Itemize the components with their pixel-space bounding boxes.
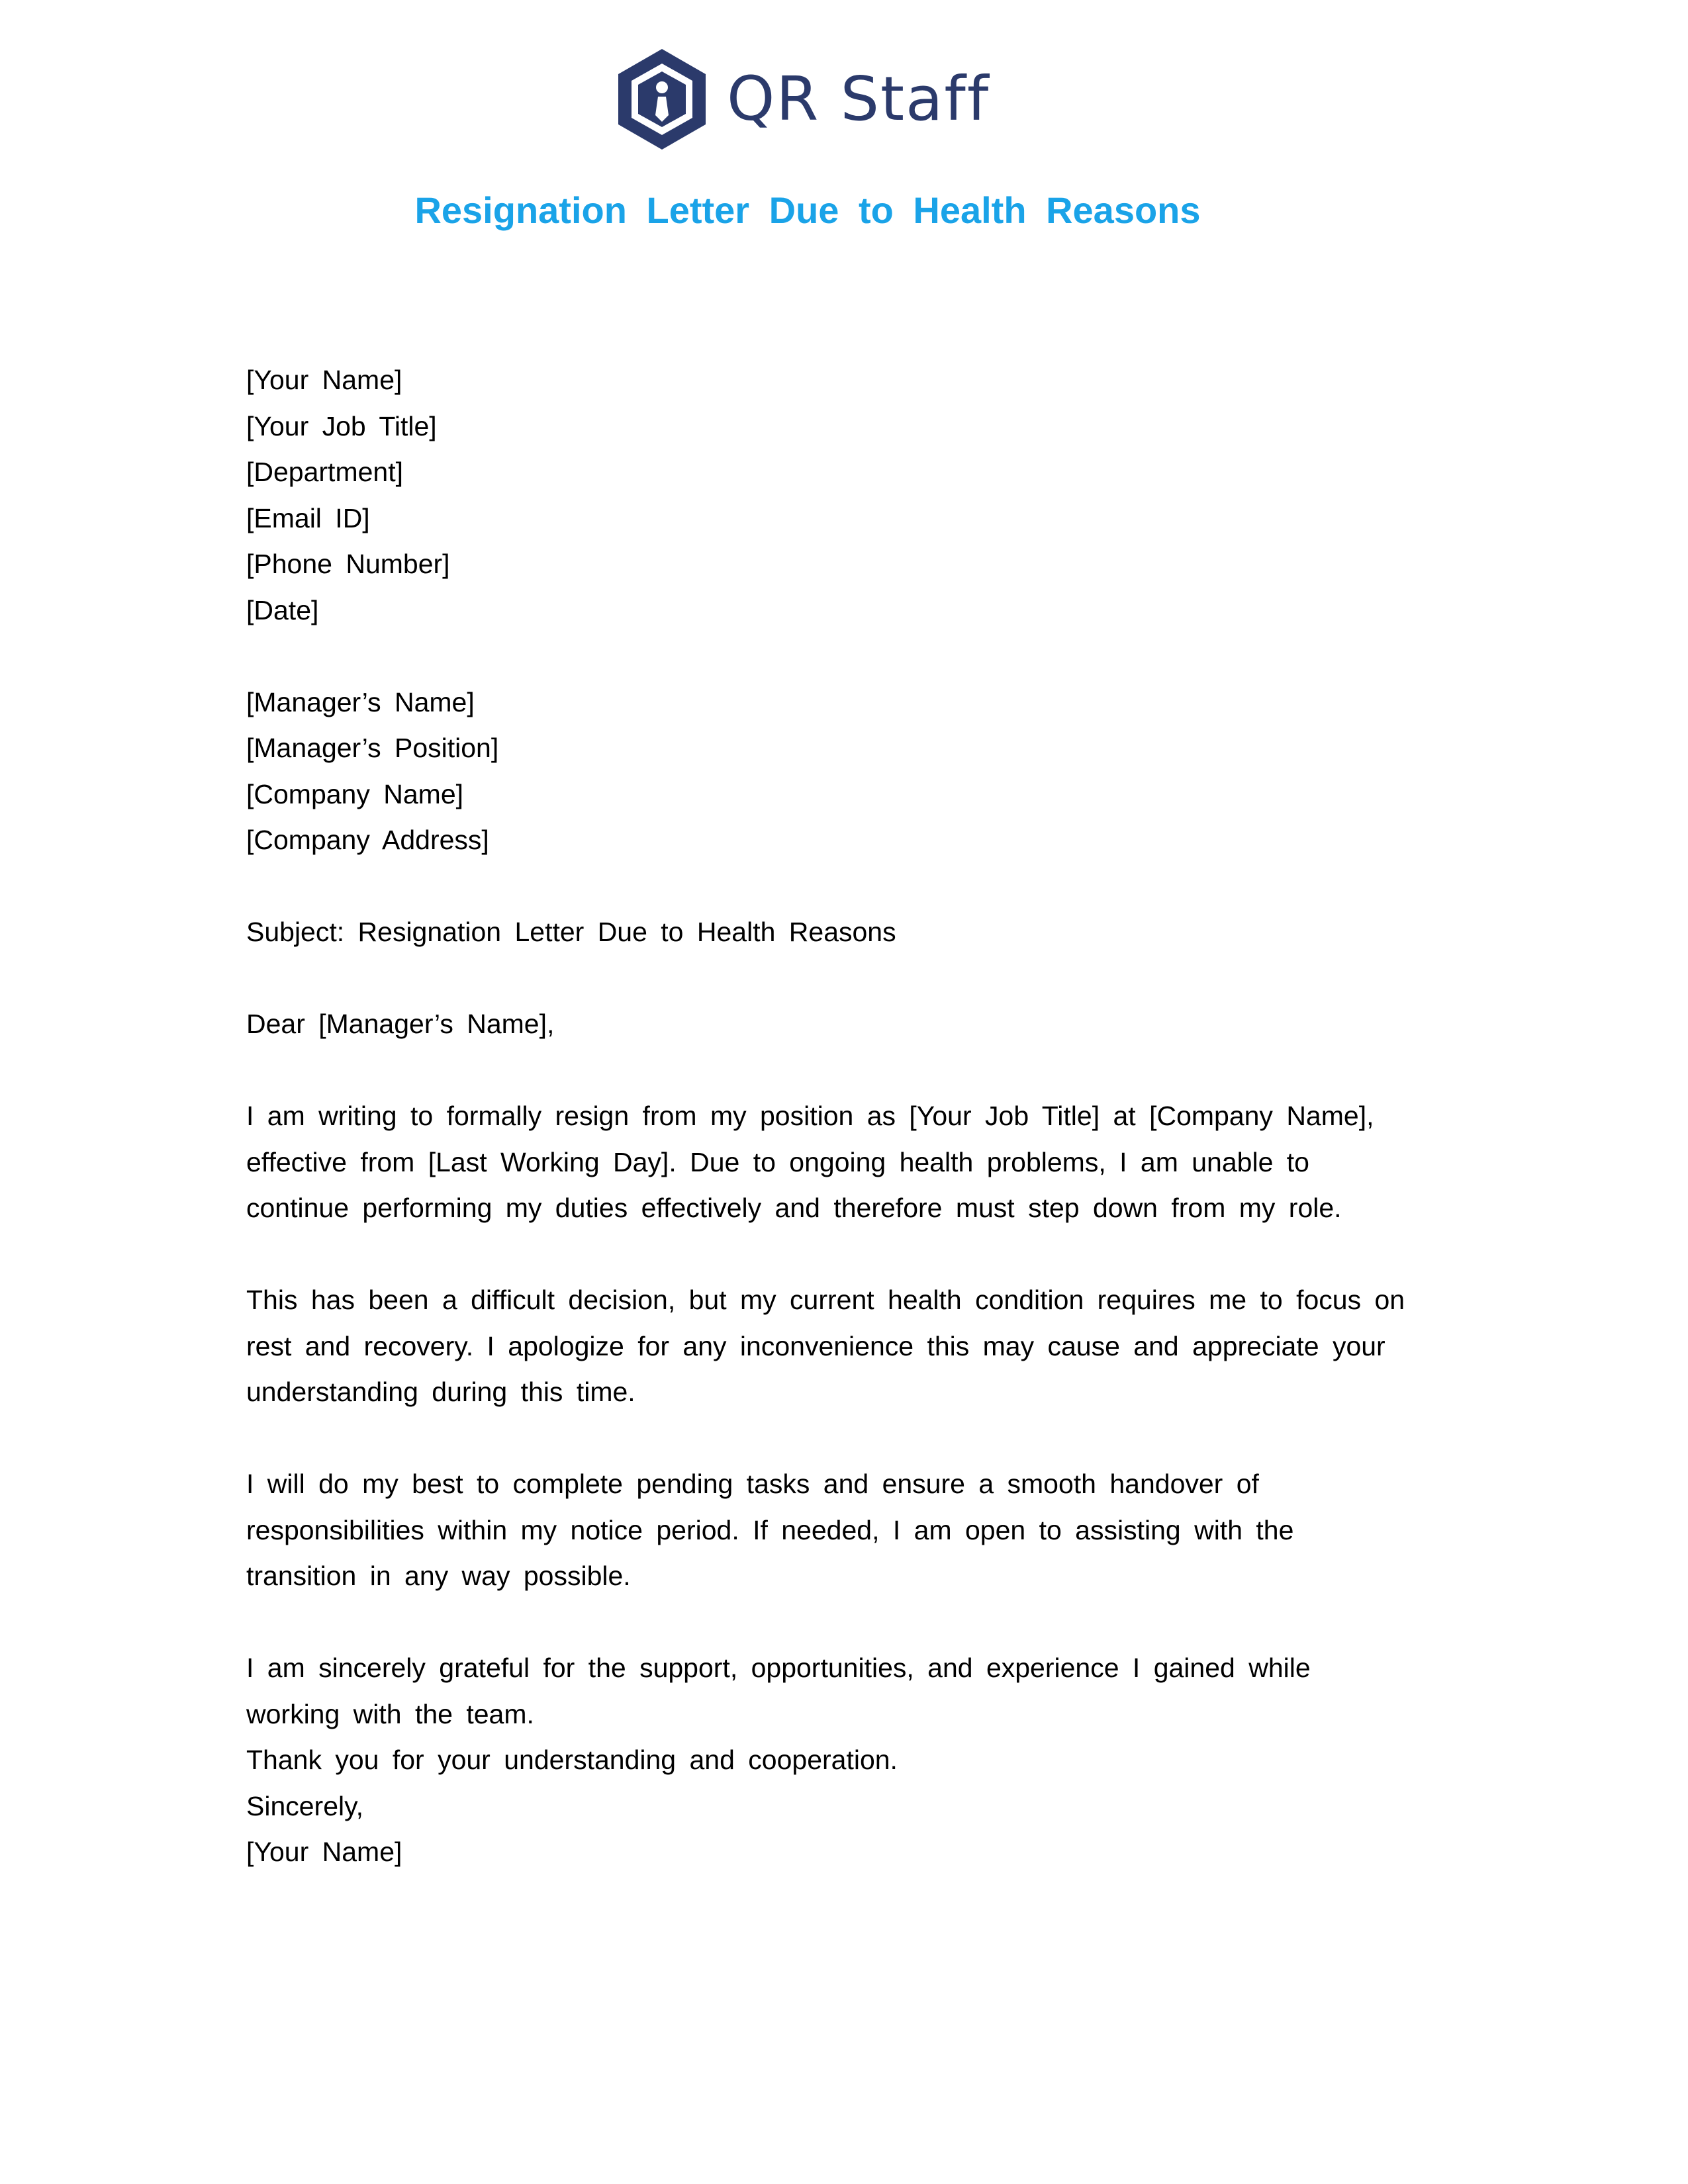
brand-name: QR Staff [727, 64, 990, 134]
sender-name: [Your Name] [246, 365, 402, 395]
paragraph-line: effective from [Last Working Day]. Due to ongoing health problems, I am unable to [246, 1146, 1309, 1177]
paragraph-line: responsibilities within my notice period. If needed, I am open to assisting with the [246, 1514, 1294, 1545]
signature-name: [Your Name] [246, 1837, 402, 1867]
paragraph-1 [246, 1093, 1491, 1232]
qr-staff-logo-icon [614, 46, 710, 152]
closing-block [246, 1645, 1491, 1876]
brand-logo [614, 46, 990, 152]
closing-line: working with the team. [246, 1698, 534, 1729]
sender-job-title: [Your Job Title] [246, 410, 437, 441]
subject-line: Subject: Resignation Letter Due to Health Reasons [246, 917, 896, 947]
paragraph-line: I will do my best to complete pending tasks and ensure a smooth handover of [246, 1469, 1259, 1499]
recipient-block [246, 680, 1491, 864]
document-title: Resignation Letter Due to Health Reasons [414, 189, 1201, 231]
sender-phone: [Phone Number] [246, 549, 450, 579]
closing-line: I am sincerely grateful for the support, opportunities, and experience I gained while [246, 1653, 1311, 1683]
recipient-address: [Company Address] [246, 825, 489, 855]
letter-body [246, 357, 1491, 1876]
sign-off: Sincerely, [246, 1790, 363, 1821]
sender-department: [Department] [246, 457, 403, 487]
recipient-name: [Manager’s Name] [246, 686, 475, 717]
paragraph-line: continue performing my duties effectively and therefore must step down from my role. [246, 1193, 1342, 1223]
paragraph-3 [246, 1461, 1491, 1600]
recipient-company: [Company Name] [246, 778, 464, 809]
paragraph-line: transition in any way possible. [246, 1561, 631, 1591]
paragraph-line: This has been a difficult decision, but my current health condition requires me to focus on [246, 1285, 1405, 1315]
recipient-position: [Manager’s Position] [246, 733, 499, 763]
salutation: Dear [Manager’s Name], [246, 1009, 555, 1039]
sender-date: [Date] [246, 594, 319, 625]
thank-you-line: Thank you for your understanding and cooperation. [246, 1745, 898, 1775]
sender-email: [Email ID] [246, 502, 370, 533]
paragraph-line: I am writing to formally resign from my position as [Your Job Title] at [Company Name], [246, 1101, 1374, 1131]
paragraph-2 [246, 1277, 1491, 1416]
paragraph-line: understanding during this time. [246, 1377, 635, 1407]
paragraph-line: rest and recovery. I apologize for any inconvenience this may cause and appreciate your [246, 1330, 1385, 1361]
sender-block [246, 357, 1491, 633]
